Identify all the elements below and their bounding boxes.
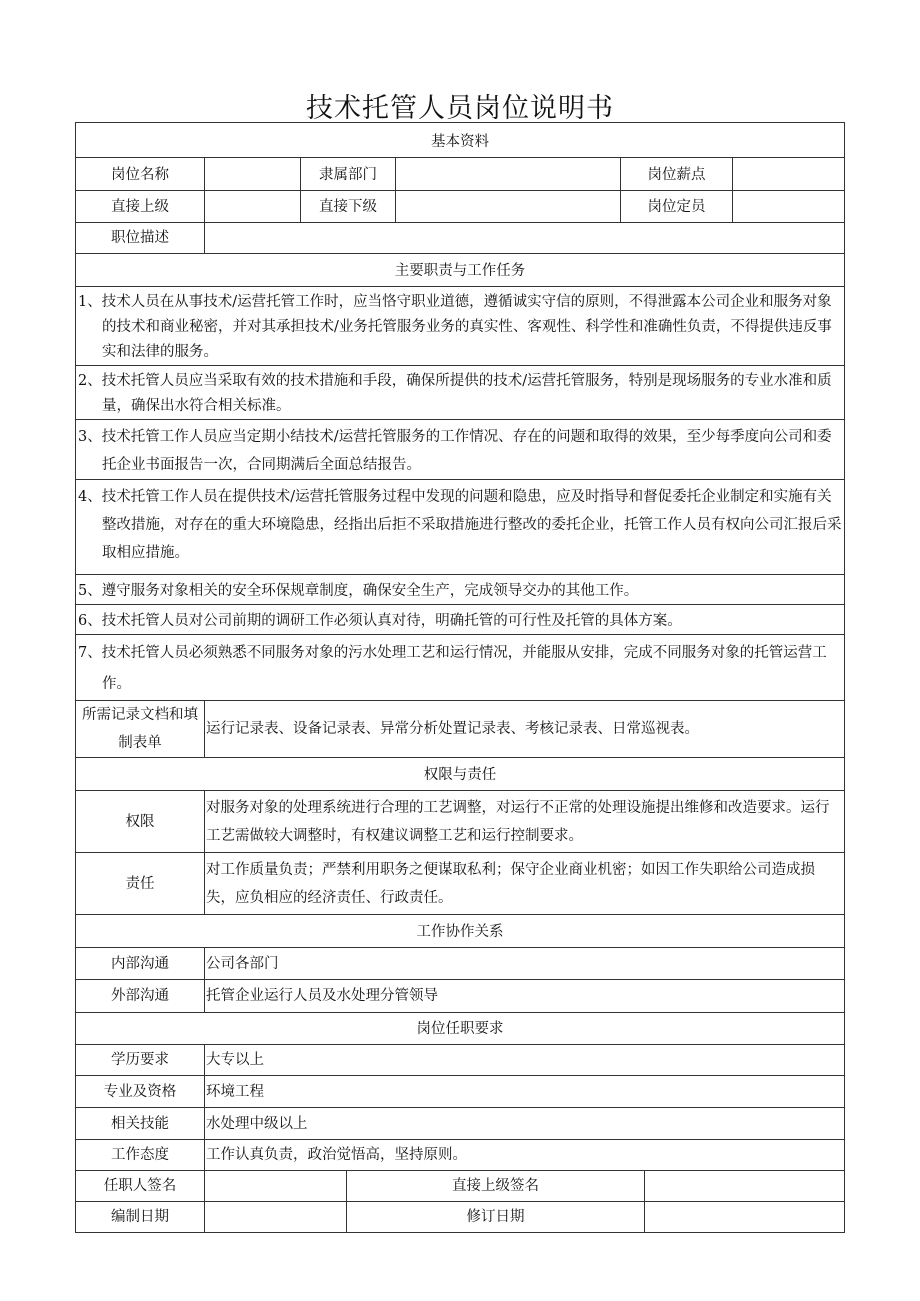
description-field[interactable] [205, 223, 845, 254]
holder-signature-field[interactable] [205, 1171, 347, 1202]
skills-label: 相关技能 [76, 1108, 205, 1140]
duty-item: 5、遵守服务对象相关的安全环保规章制度，确保安全生产，完成领导交办的其他工作。 [78, 583, 639, 599]
internal-label: 内部沟通 [76, 948, 205, 980]
internal-value: 公司各部门 [205, 948, 845, 980]
records-value: 运行记录表、设备记录表、异常分析处置记录表、考核记录表、日常巡视表。 [205, 701, 845, 758]
education-value: 大专以上 [205, 1045, 845, 1076]
position-name-field[interactable] [205, 158, 301, 191]
duty-item: 4、技术托管工作人员在提供技术/运营托管服务过程中发现的问题和隐患，应及时指导和督促委托企业制定和实施有关整改措施，对存在的重大环境隐患，经指出后拒不采取措施进行整改的委托企业，托管工作人员有权向公司汇报后采取相应措施。 [78, 489, 842, 561]
attitude-label: 工作态度 [76, 1140, 205, 1171]
external-value: 托管企业运行人员及水处理分管领导 [205, 980, 845, 1013]
section-basic-info: 基本资料 [76, 123, 845, 158]
headcount-label: 岗位定员 [621, 191, 733, 223]
responsibility-value: 对工作质量负责；严禁利用职务之便谋取私利；保守企业商业机密；如因工作失职给公司造成损失，应负相应的经济责任、行政责任。 [205, 853, 845, 915]
direct-superior-label: 直接上级 [76, 191, 205, 223]
responsibility-label: 责任 [76, 853, 205, 915]
major-label: 专业及资格 [76, 1076, 205, 1108]
education-label: 学历要求 [76, 1045, 205, 1076]
compiled-date-label: 编制日期 [76, 1202, 205, 1233]
section-authority: 权限与责任 [76, 758, 845, 791]
direct-subordinate-field[interactable] [396, 191, 621, 223]
duty-item: 1、技术人员在从事技术/运营托管工作时，应当恪守职业道德，遵循诚实守信的原则，不得泄露本公司企业和服务对象的技术和商业秘密，并对其承担技术/业务托管服务业务的真实性、客观性、科学性和准确性负责，不得提供违反事实和法律的服务。 [78, 294, 832, 360]
department-label: 隶属部门 [301, 158, 396, 191]
authority-value: 对服务对象的处理系统进行合理的工艺调整，对运行不正常的处理设施提出维修和改造要求。运行工艺需做较大调整时，有权建议调整工艺和运行控制要求。 [205, 791, 845, 853]
salary-point-label: 岗位薪点 [621, 158, 733, 191]
duty-item: 6、技术托管人员对公司前期的调研工作必须认真对待，明确托管的可行性及托管的具体方案。 [78, 613, 682, 629]
superior-signature-field[interactable] [645, 1171, 845, 1202]
duty-item: 3、技术托管工作人员应当定期小结技术/运营托管服务的工作情况、存在的问题和取得的效果，至少每季度向公司和委托企业书面报告一次，合同期满后全面总结报告。 [78, 429, 832, 473]
external-label: 外部沟通 [76, 980, 205, 1013]
revised-date-label: 修订日期 [347, 1202, 645, 1233]
direct-subordinate-label: 直接下级 [301, 191, 396, 223]
section-requirements: 岗位任职要求 [76, 1013, 845, 1045]
salary-point-field[interactable] [733, 158, 845, 191]
compiled-date-field[interactable] [205, 1202, 347, 1233]
description-label: 职位描述 [76, 223, 205, 254]
superior-signature-label: 直接上级签名 [347, 1171, 645, 1202]
authority-label: 权限 [76, 791, 205, 853]
job-description-table [75, 122, 845, 1233]
section-duties: 主要职责与工作任务 [76, 254, 845, 287]
holder-signature-label: 任职人签名 [76, 1171, 205, 1202]
duty-item: 2、技术托管人员应当采取有效的技术措施和手段，确保所提供的技术/运营托管服务，特别是现场服务的专业水准和质量，确保出水符合相关标准。 [78, 373, 832, 414]
section-cooperation: 工作协作关系 [76, 915, 845, 948]
skills-value: 水处理中级以上 [205, 1108, 845, 1140]
attitude-value: 工作认真负责，政治觉悟高，坚持原则。 [205, 1140, 845, 1171]
records-label: 所需记录文档和填制表单 [76, 701, 205, 758]
duty-item: 7、技术托管人员必须熟悉不同服务对象的污水处理工艺和运行情况，并能服从安排，完成不同服务对象的托管运营工作。 [78, 645, 827, 692]
direct-superior-field[interactable] [205, 191, 301, 223]
document-title: 技术托管人员岗位说明书 [306, 93, 614, 124]
department-field[interactable] [396, 158, 621, 191]
position-name-label: 岗位名称 [76, 158, 205, 191]
headcount-field[interactable] [733, 191, 845, 223]
revised-date-field[interactable] [645, 1202, 845, 1233]
major-value: 环境工程 [205, 1076, 845, 1108]
